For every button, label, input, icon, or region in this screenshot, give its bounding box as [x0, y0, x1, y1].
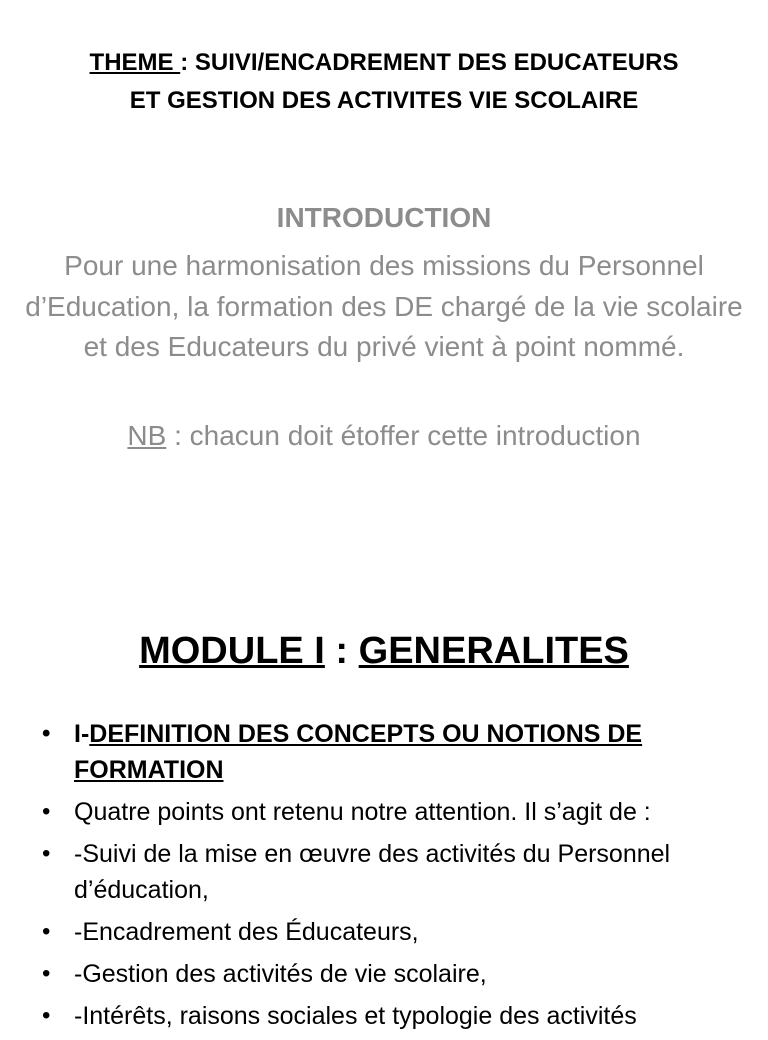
- bullet-text: -Encadrement des Éducateurs,: [74, 918, 419, 946]
- list-item: [0, 794, 768, 830]
- module-separator: :: [324, 630, 359, 672]
- module-bullet-list: [0, 716, 768, 1040]
- list-item: [0, 716, 768, 788]
- bullet-icon: •: [42, 918, 51, 945]
- bullet-text: -Suivi de la mise en œuvre des activités du Personnel d’éducation,: [74, 840, 671, 904]
- module-title: [0, 624, 768, 678]
- bullet-text: DEFINITION DES CONCEPTS OU NOTIONS DE FORMATION: [74, 720, 643, 784]
- list-item: [0, 998, 768, 1034]
- module-name: GENERALITES: [358, 630, 629, 672]
- nb-text: : chacun doit étoffer cette introduction: [166, 420, 641, 451]
- theme-label: THEME: [89, 49, 181, 76]
- theme-title-line2: ET GESTION DES ACTIVITES VIE SCOLAIRE: [129, 87, 639, 114]
- introduction-body: Pour une harmonisation des missions du Personnel d’Education, la formation des DE chargé de la vie scolaire et des Educateurs du privé vient à point nommé.: [25, 250, 743, 362]
- introduction-note: [0, 416, 768, 456]
- theme-title: [40, 44, 728, 120]
- bullet-icon: •: [42, 720, 51, 747]
- bullet-text: -Gestion des activités de vie scolaire,: [74, 960, 487, 988]
- module-label: MODULE I: [139, 630, 325, 672]
- bullet-icon: •: [42, 840, 51, 867]
- introduction-heading: INTRODUCTION: [276, 202, 492, 233]
- nb-label: NB: [127, 420, 167, 451]
- bullet-icon: •: [42, 1002, 51, 1029]
- bullet-text: -Intérêts, raisons sociales et typologie des activités: [74, 1002, 637, 1030]
- bullet-icon: •: [42, 798, 51, 825]
- list-item: [0, 956, 768, 992]
- list-item: [0, 836, 768, 908]
- bullet-icon: •: [42, 960, 51, 987]
- bullet-prefix: I-: [74, 720, 90, 748]
- bullet-text: Quatre points ont retenu notre attention. Il s’agit de :: [74, 798, 651, 826]
- theme-title-line1: : SUIVI/ENCADREMENT DES EDUCATEURS: [180, 49, 679, 76]
- list-item: [0, 914, 768, 950]
